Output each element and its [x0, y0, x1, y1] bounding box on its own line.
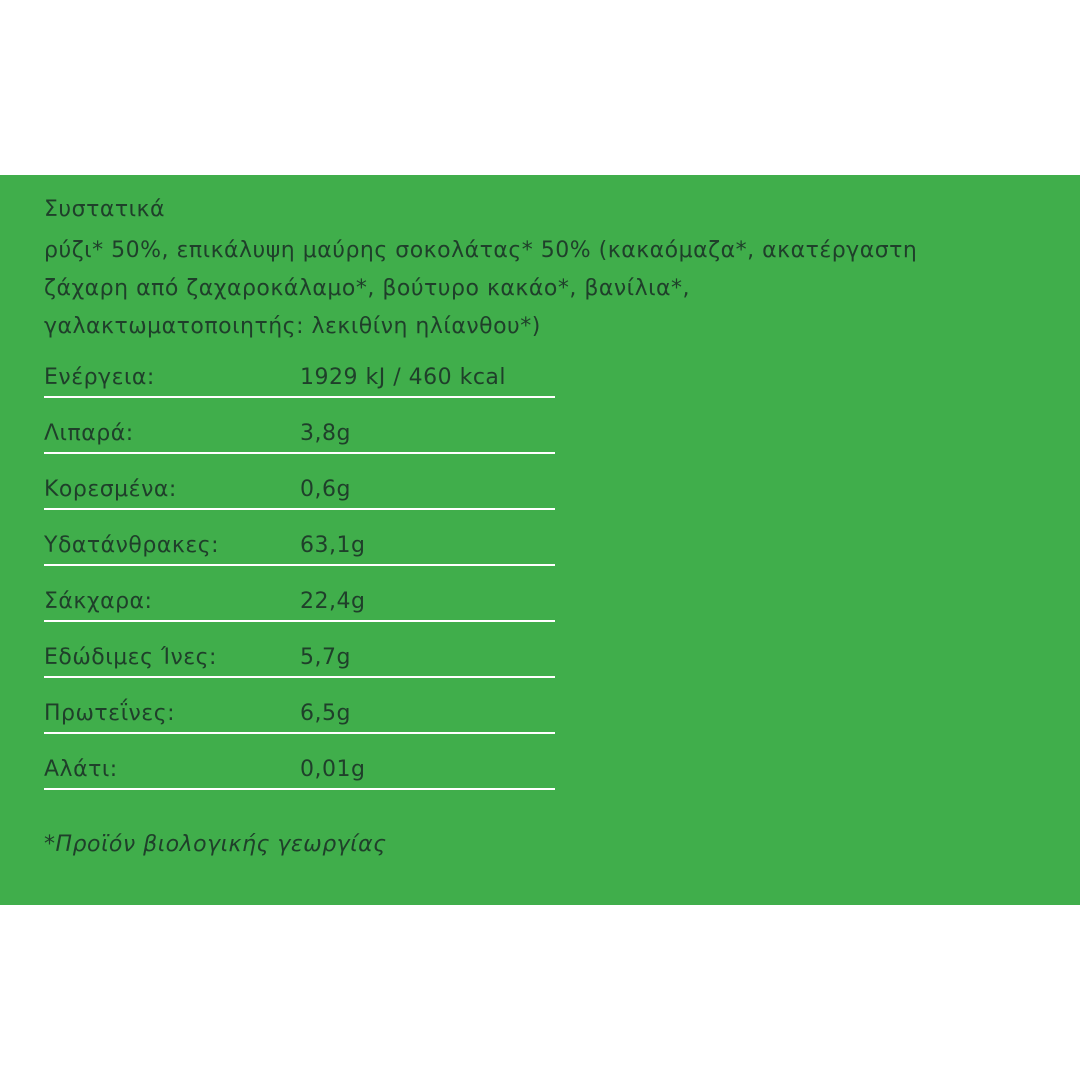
row-divider: [44, 452, 555, 454]
nutrition-value: 0,6g: [300, 477, 351, 502]
nutrition-value: 22,4g: [300, 589, 366, 614]
row-divider: [44, 676, 555, 678]
ingredients-text: [44, 232, 1074, 346]
nutrition-panel: [0, 175, 1080, 905]
ingredients-line: γαλακτωματοποιητής: λεκιθίνη ηλίανθου*): [44, 314, 541, 339]
nutrition-row-carbohydrates: [44, 529, 555, 585]
nutrition-label: Αλάτι:: [44, 757, 118, 782]
nutrition-label: Σάκχαρα:: [44, 589, 153, 614]
nutrition-row-saturated: [44, 473, 555, 529]
nutrition-row-fibre: [44, 641, 555, 697]
row-divider: [44, 732, 555, 734]
nutrition-label: Λιπαρά:: [44, 421, 134, 446]
nutrition-label: Ενέργεια:: [44, 365, 155, 390]
nutrition-value: 0,01g: [300, 757, 366, 782]
nutrition-label: Κορεσμένα:: [44, 477, 177, 502]
ingredients-line: ζάχαρη από ζαχαροκάλαμο*, βούτυρο κακάο*, βανίλια*,: [44, 276, 691, 301]
nutrition-value: 3,8g: [300, 421, 351, 446]
ingredients-title: Συστατικά: [44, 197, 165, 222]
row-divider: [44, 508, 555, 510]
row-divider: [44, 620, 555, 622]
nutrition-row-salt: [44, 753, 555, 809]
nutrition-value: 5,7g: [300, 645, 351, 670]
row-divider: [44, 788, 555, 790]
nutrition-value: 6,5g: [300, 701, 351, 726]
nutrition-label: Υδατάνθρακες:: [44, 533, 220, 558]
nutrition-row-fat: [44, 417, 555, 473]
nutrition-label: Πρωτεΐνες:: [44, 701, 176, 726]
nutrition-value: 63,1g: [300, 533, 366, 558]
nutrition-label: Εδώδιμες Ίνες:: [44, 645, 217, 670]
row-divider: [44, 396, 555, 398]
ingredients-line: ρύζι* 50%, επικάλυψη μαύρης σοκολάτας* 50% (κακαόμαζα*, ακατέργαστη: [44, 238, 918, 263]
nutrition-value: 1929 kJ / 460 kcal: [300, 365, 507, 390]
row-divider: [44, 564, 555, 566]
nutrition-row-energy: [44, 361, 555, 417]
organic-footnote: *Προϊόν βιολογικής γεωργίας: [44, 832, 387, 857]
nutrition-row-sugars: [44, 585, 555, 641]
nutrition-row-protein: [44, 697, 555, 753]
nutrition-table: [44, 361, 555, 809]
